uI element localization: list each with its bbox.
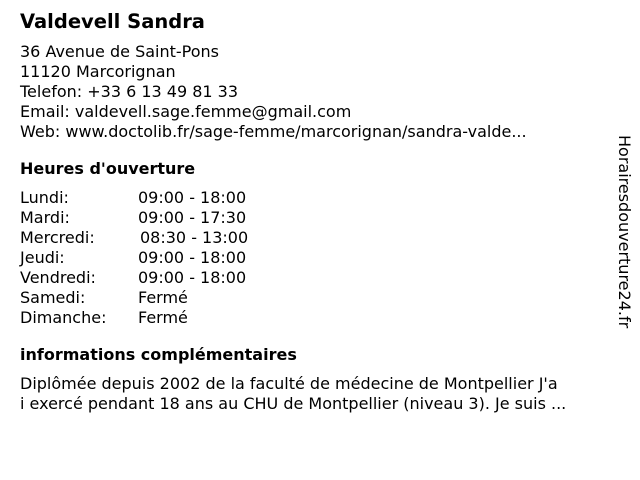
email-line: Email: valdevell.sage.femme@gmail.com (20, 102, 352, 121)
time-value: 09:00 - 18:00 (138, 268, 247, 287)
time-value: Fermé (138, 288, 188, 307)
business-name: Valdevell Sandra (20, 10, 205, 33)
day-label: Dimanche: (20, 308, 107, 327)
day-label: Lundi: (20, 188, 69, 207)
time-value: Fermé (138, 308, 188, 327)
site-watermark: Horairesdouverture24.fr (615, 135, 634, 329)
day-label: Vendredi: (20, 268, 96, 287)
description-line-2: i exercé pendant 18 ans au CHU de Montpellier (niveau 3). Je suis ... (20, 394, 567, 413)
address-line-1: 36 Avenue de Saint-Pons (20, 42, 219, 61)
hours-row-vendredi (20, 268, 610, 288)
address-line-2: 11120 Marcorignan (20, 62, 176, 81)
hours-row-jeudi (20, 248, 610, 268)
hours-row-dimanche (20, 308, 610, 328)
day-label: Samedi: (20, 288, 86, 307)
day-label: Mercredi: (20, 228, 95, 247)
description-line-1: Diplômée depuis 2002 de la faculté de médecine de Montpellier J'a (20, 374, 558, 393)
time-value: 09:00 - 18:00 (138, 188, 247, 207)
time-value: 08:30 - 13:00 (140, 228, 249, 247)
phone-line: Telefon: +33 6 13 49 81 33 (20, 82, 239, 101)
time-value: 09:00 - 18:00 (138, 248, 247, 267)
day-label: Mardi: (20, 208, 70, 227)
hours-row-samedi (20, 288, 610, 308)
additional-info-heading: informations complémentaires (20, 345, 297, 364)
business-card (20, 8, 610, 414)
day-label: Jeudi: (20, 248, 65, 267)
hours-row-mardi (20, 208, 610, 228)
hours-row-mercredi (20, 228, 610, 248)
hours-row-lundi (20, 188, 610, 208)
time-value: 09:00 - 17:30 (138, 208, 247, 227)
web-line: Web: www.doctolib.fr/sage-femme/marcorignan/sandra-valde... (20, 122, 527, 141)
opening-hours-heading: Heures d'ouverture (20, 159, 196, 178)
opening-hours-list (20, 188, 610, 328)
